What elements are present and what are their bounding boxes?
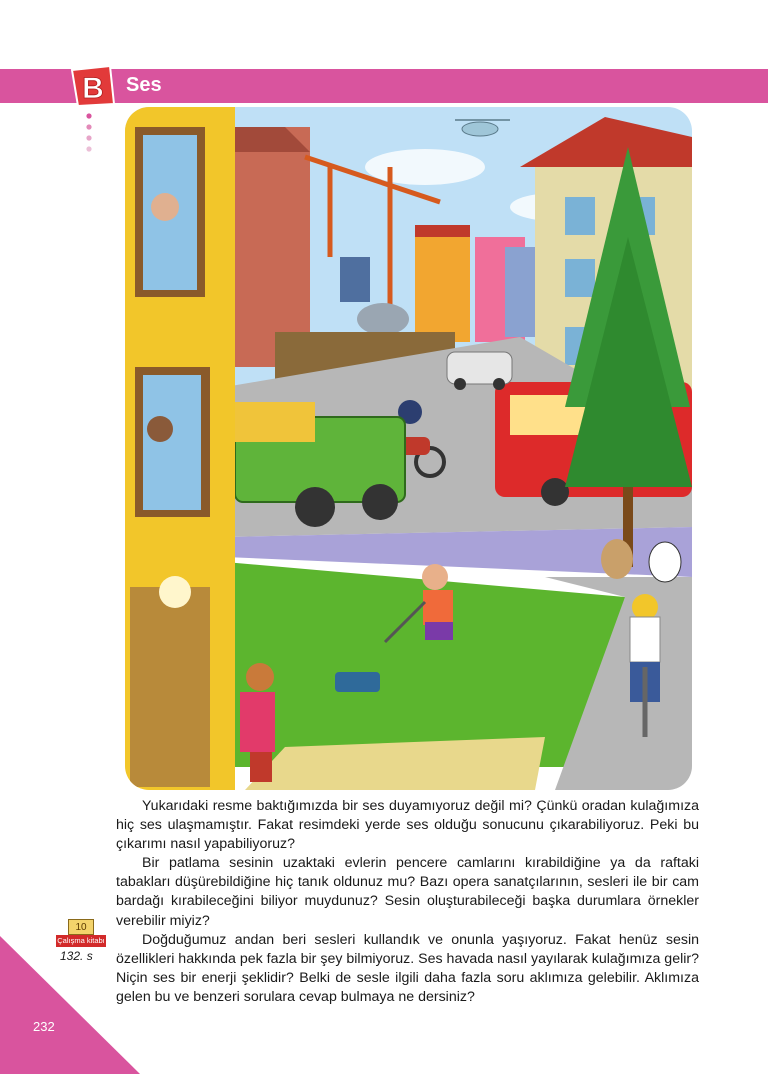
section-title: Ses	[126, 74, 162, 96]
workbook-label: Çalışma kitabı	[57, 936, 105, 945]
corner-triangle	[0, 936, 140, 1074]
paragraph-3: Doğduğumuz andan beri sesleri kullandık ve onunla yaşıyoruz. Fakat henüz sesin özellikleri hakkında pek fazla bir şey bilmiyoruz. Ses havada nasıl yayılarak kulağımıza gelir? Niçin ses bir enerji şeklidir? Belki de sesle ilgili daha fazla soru aklımıza gelebilir. Aklımıza gelen bu ve benzeri sorulara cevap bulmaya ne dersiniz?	[116, 931, 699, 1005]
city-scene-illustration	[125, 107, 692, 790]
section-badge-letter: B	[82, 72, 104, 105]
workbook-page: 132. s	[60, 949, 93, 963]
paragraph-1: Yukarıdaki resme baktığımızda bir ses duyamıyoruz değil mi? Çünkü oradan kulağımıza hiç ses ulaşmamıştır. Fakat resimdeki yerde ses olduğu sonucunu çıkarabiliyoruz. Peki bu çıkarımı nasıl yapabiliyoruz?	[116, 798, 699, 853]
paragraph-2: Bir patlama sesinin uzaktaki evlerin pencere camlarını kırabildiğine ya da raftaki tabakları düşürebildiğine hiç tanık oldunuz mu? Bazı opera sanatçılarının, sesleri ile bir cam bardağı kırabileceğini biliyor muydunuz? Sesin oluşturabileceği başka durumlara örnekler verebilir miyiz?	[116, 855, 699, 929]
city-scene-drawing	[125, 107, 692, 790]
body-text	[116, 797, 699, 1007]
white-car-icon	[447, 352, 512, 390]
workbook-book-icon: 10	[68, 919, 94, 935]
section-badge	[66, 64, 120, 108]
decorative-dots	[84, 112, 94, 162]
page-number: 232	[33, 1019, 55, 1034]
